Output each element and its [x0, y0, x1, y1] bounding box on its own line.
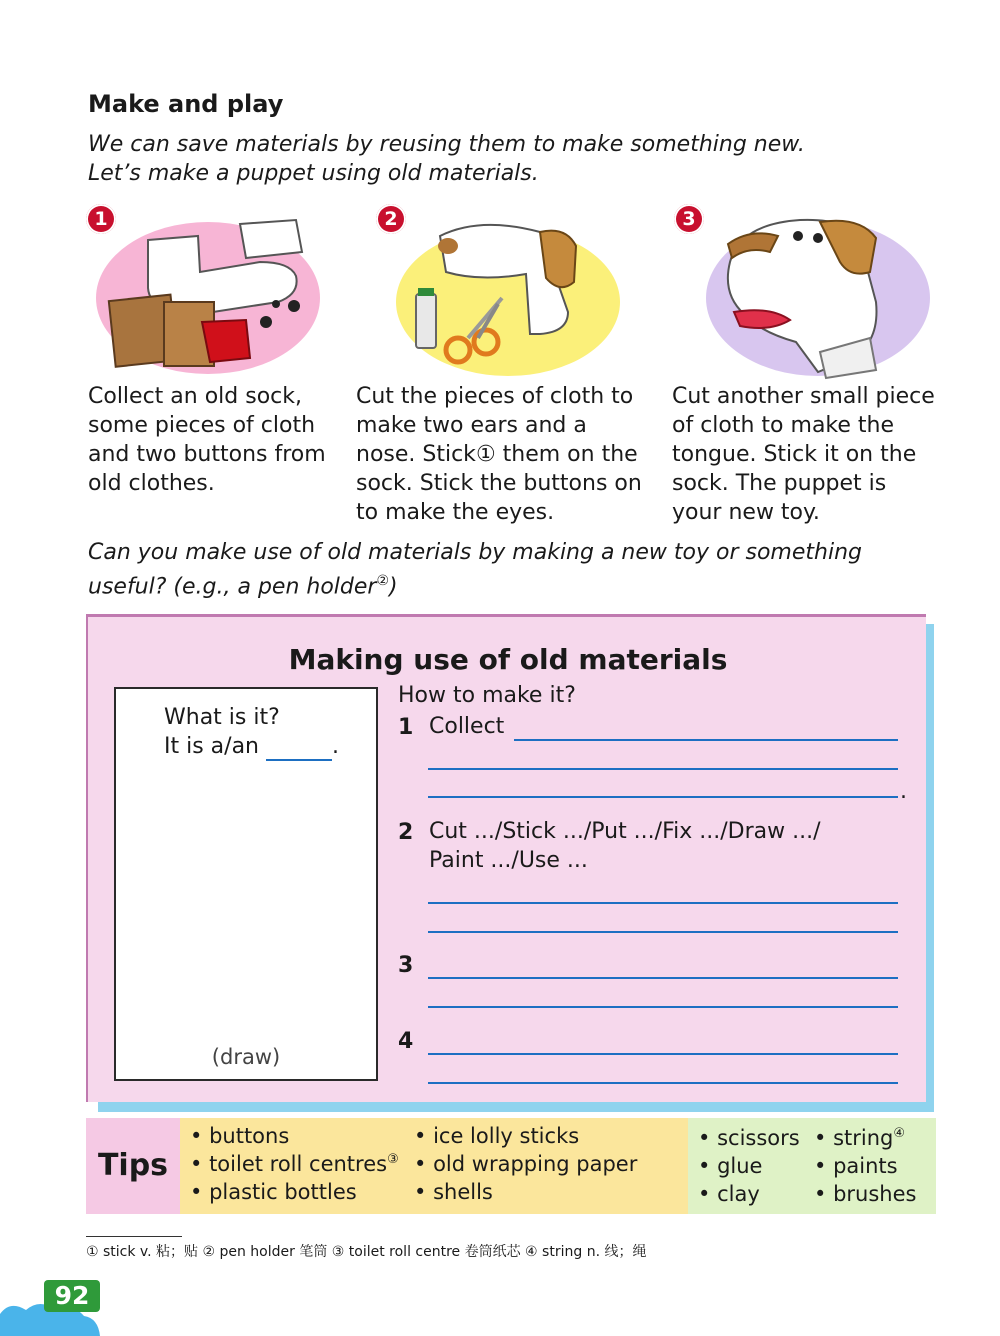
tip-text: toilet roll centres: [209, 1152, 388, 1176]
tip-text: old wrapping paper: [433, 1152, 638, 1176]
footnote-marker: ②: [376, 573, 390, 589]
step-2-scissors-illustration: [390, 202, 626, 380]
bullet: •: [190, 1152, 203, 1176]
it-is-dot: .: [332, 734, 339, 759]
footnote-divider: [86, 1236, 182, 1237]
page-number: 92: [44, 1280, 100, 1312]
step-1-line: some pieces of cloth: [88, 413, 316, 438]
step-3-number-badge: 3: [674, 204, 704, 234]
bullet: •: [414, 1152, 427, 1176]
answer-line[interactable]: [428, 768, 898, 770]
it-is-blank[interactable]: [266, 739, 332, 761]
section-heading: Make and play: [88, 90, 284, 118]
step-2-number-badge: 2: [376, 204, 406, 234]
bullet: •: [814, 1126, 827, 1150]
intro-text: [88, 130, 805, 188]
answer-line[interactable]: [428, 977, 898, 979]
answer-line[interactable]: [428, 1006, 898, 1008]
bullet: •: [190, 1124, 203, 1148]
step-3-line: tongue. Stick it on the: [672, 442, 917, 467]
tips-bar: [86, 1118, 936, 1214]
question-line-2-text: useful? (e.g., a pen holder: [88, 574, 377, 600]
what-is-it-label: What is it?: [164, 705, 280, 730]
step-2-line: make two ears and a: [356, 413, 587, 438]
bullet: •: [698, 1182, 711, 1206]
answer-line[interactable]: [428, 1053, 898, 1055]
bullet: •: [698, 1154, 711, 1178]
tip-item: [814, 1126, 905, 1150]
step-2-line: to make the eyes.: [356, 500, 555, 525]
step-3-line: Cut another small piece: [672, 384, 935, 409]
step-3-line: of cloth to make the: [672, 413, 895, 438]
answer-line[interactable]: [428, 796, 898, 798]
bullet: •: [698, 1126, 711, 1150]
step-1-line: Collect an old sock,: [88, 384, 302, 409]
tip-item: [190, 1152, 399, 1176]
tip-item: [698, 1154, 762, 1178]
question-line-2-end: ): [389, 574, 398, 600]
step-1-text: [88, 382, 326, 498]
step-3-line: sock. The puppet is: [672, 471, 887, 496]
step-2-line: sock. Stick the buttons on: [356, 471, 642, 496]
what-is-it-prompt: [164, 703, 339, 761]
bullet: •: [190, 1180, 203, 1204]
tip-text: brushes: [833, 1182, 917, 1206]
activity-question: [88, 538, 862, 601]
how-to-heading: How to make it?: [398, 683, 576, 708]
step-2-verbs-line-2: Paint .../Use ...: [429, 848, 588, 873]
tip-item: [190, 1180, 357, 1204]
tip-text: buttons: [209, 1124, 290, 1148]
step-2-line: [356, 440, 642, 469]
tip-item: [698, 1126, 800, 1150]
step-1-number-badge: 1: [86, 204, 116, 234]
footnote-marker: ③: [387, 1152, 399, 1167]
tip-item: [414, 1152, 637, 1176]
tip-item: [414, 1124, 579, 1148]
tip-text: glue: [717, 1154, 763, 1178]
draw-label: (draw): [211, 1045, 281, 1069]
intro-line-2: Let’s make a puppet using old materials.: [88, 161, 539, 186]
tips-label: Tips: [86, 1118, 180, 1214]
tip-text: clay: [717, 1182, 760, 1206]
step-2-line-part: nose. Stick: [356, 442, 476, 467]
tip-item: [814, 1182, 916, 1206]
step-2-line-part: ① them on the: [475, 442, 638, 467]
bullet: •: [814, 1154, 827, 1178]
tip-text: shells: [433, 1180, 493, 1204]
bullet: •: [814, 1182, 827, 1206]
tip-text: paints: [833, 1154, 898, 1178]
drawing-box[interactable]: [114, 687, 378, 1081]
line-end-period: .: [900, 779, 907, 804]
tip-text: string: [833, 1126, 894, 1150]
step-number-2: 2: [398, 820, 414, 845]
tip-item: [414, 1180, 493, 1204]
step-3-text: [672, 382, 935, 527]
worksheet-panel: [86, 614, 926, 1102]
answer-line[interactable]: [428, 902, 898, 904]
step-1-line: old clothes.: [88, 471, 215, 496]
worksheet-title: Making use of old materials: [288, 643, 728, 676]
step-3-puppet-illustration: [700, 202, 936, 380]
step-number-3: 3: [398, 953, 414, 978]
tip-text: ice lolly sticks: [433, 1124, 580, 1148]
answer-line[interactable]: [514, 739, 898, 741]
answer-line[interactable]: [428, 1082, 898, 1084]
tip-text: scissors: [717, 1126, 800, 1150]
answer-line[interactable]: [428, 931, 898, 933]
tip-text: plastic bottles: [209, 1180, 357, 1204]
tip-item: [698, 1182, 760, 1206]
bullet: •: [414, 1180, 427, 1204]
tip-item: [814, 1154, 898, 1178]
it-is-line: [164, 732, 339, 761]
step-1-sock-illustration: [90, 202, 326, 380]
step-3-line: your new toy.: [672, 500, 820, 525]
footnote-marker: ④: [893, 1126, 906, 1141]
step-2-instructions: [429, 817, 821, 875]
it-is-label: It is a/an: [164, 734, 259, 759]
tips-materials-panel: [180, 1118, 688, 1214]
question-line-1: Can you make use of old materials by making a new toy or something: [88, 540, 862, 565]
question-line-2: [88, 567, 862, 601]
step-2-verbs-line-1: Cut .../Stick .../Put .../Fix .../Draw .../: [429, 819, 821, 844]
step-2-text: [356, 382, 642, 527]
step-1-collect: Collect: [429, 714, 505, 739]
step-2-line: Cut the pieces of cloth to: [356, 384, 634, 409]
tip-item: [190, 1124, 289, 1148]
step-number-4: 4: [398, 1029, 414, 1054]
step-1-line: and two buttons from: [88, 442, 326, 467]
intro-line-1: We can save materials by reusing them to make something new.: [88, 132, 805, 157]
step-number-1: 1: [398, 715, 414, 740]
footnotes: ① stick v. 粘；贴 ② pen holder 笔筒 ③ toilet roll centre 卷筒纸芯 ④ string n. 线；绳: [86, 1244, 647, 1260]
tips-tools-panel: [688, 1118, 936, 1214]
bullet: •: [414, 1124, 427, 1148]
